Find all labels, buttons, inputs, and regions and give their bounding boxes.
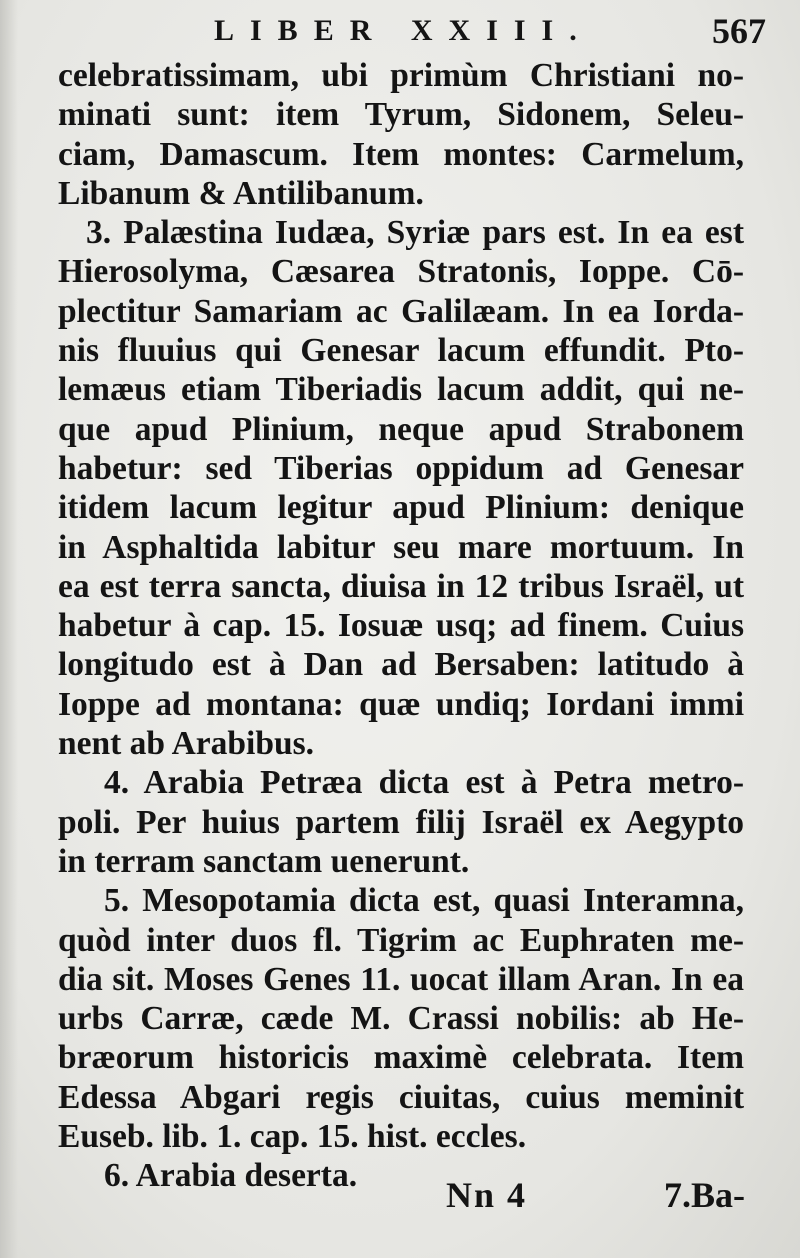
text-line: ea est terra sancta, diuisa in 12 tribus Israël, ut <box>58 567 744 605</box>
page-number: 567 <box>712 11 766 51</box>
text-line: Edessa Abgari regis ciuitas, cuius meminit <box>58 1078 744 1116</box>
text-line: dia sit. Moses Genes 11. uocat illam Aran. In ea <box>58 960 744 998</box>
text-line: in Asphaltida labitur seu mare mortuum. In <box>58 528 744 566</box>
text-line: urbs Carræ, cæde M. Crassi nobilis: ab He- <box>58 1000 744 1038</box>
text-line: lemæus etiam Tiberiadis lacum addit, qui ne- <box>58 371 744 409</box>
paragraph-6-start: 6. Arabia deserta. <box>104 1157 358 1195</box>
paragraph-5-start: 5. Mesopotamia dicta est, quasi Interamna, <box>104 882 744 920</box>
page-header <box>0 6 800 54</box>
text-line: itidem lacum legitur apud Plinium: denique <box>58 489 744 527</box>
text-line: poli. Per huius partem filij Israël ex Aegypto <box>58 803 744 841</box>
text-line: celebratissimam, ubi primùm Christiani no- <box>58 57 744 94</box>
running-head: LIBER XXIII. <box>214 14 593 47</box>
text-line: Libanum & Antilibanum. <box>58 174 424 212</box>
text-line: ciam, Damascum. Item montes: Carmelum, <box>58 135 744 173</box>
text-line: Euseb. lib. 1. cap. 15. hist. eccles. <box>58 1118 527 1156</box>
paragraph-3-start: 3. Palæstina Iudæa, Syriæ pars est. In ea est <box>86 214 744 252</box>
page-footer <box>0 1168 800 1228</box>
catchword: 7.Ba- <box>664 1175 745 1215</box>
text-line: minati sunt: item Tyrum, Sidonem, Seleu- <box>58 96 744 134</box>
text-line: nent ab Arabibus. <box>58 725 314 763</box>
text-line: longitudo est à Dan ad Bersaben: latitudo à <box>58 646 744 684</box>
signature-mark: Nn 4 <box>446 1175 528 1215</box>
text-line: in terram sanctam uenerunt. <box>58 842 470 880</box>
text-line: Ioppe ad montana: quæ undiq; Iordani immi <box>58 685 744 723</box>
text-line: habetur à cap. 15. Iosuæ usq; ad finem. Cuius <box>58 607 744 645</box>
text-line: nis fluuius qui Genesar lacum effundit. Pto- <box>58 332 744 370</box>
main-text <box>58 56 744 1196</box>
paragraph-4-start: 4. Arabia Petræa dicta est à Petra metro- <box>104 764 744 802</box>
text-line: Hierosolyma, Cæsarea Stratonis, Ioppe. Cō- <box>58 253 744 291</box>
text-line: que apud Plinium, neque apud Strabonem <box>58 410 744 448</box>
text-line: bræorum historicis maximè celebrata. Item <box>58 1039 744 1077</box>
text-line: habetur: sed Tiberias oppidum ad Genesar <box>58 449 744 487</box>
text-line: quòd inter duos fl. Tigrim ac Euphraten me- <box>58 921 744 959</box>
text-line: plectitur Samariam ac Galilæam. In ea Iorda- <box>58 292 744 330</box>
page-gutter-shadow <box>0 0 18 1258</box>
